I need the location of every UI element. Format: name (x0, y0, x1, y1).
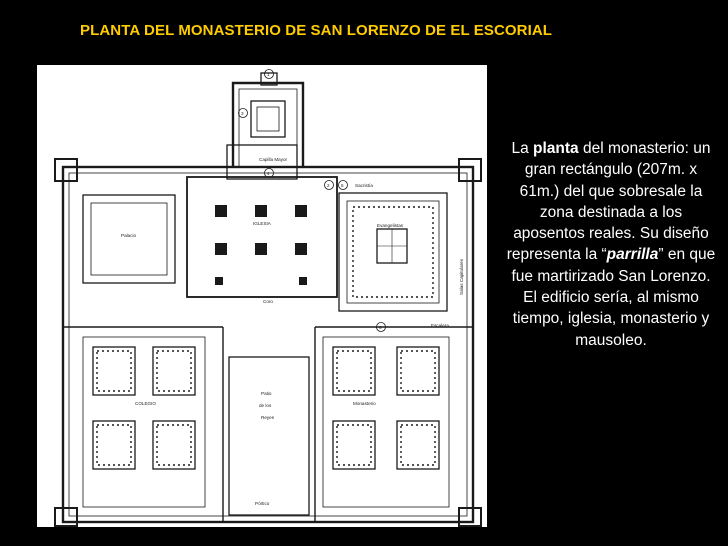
plan-label-patio-1: Patio (261, 391, 272, 396)
floor-plan-image (37, 65, 487, 527)
tower-sw (55, 508, 77, 526)
plan-label-palacio: Palacio (121, 233, 137, 238)
slide-title: PLANTA DEL MONASTERIO DE SAN LORENZO DE EL ESCORIAL (80, 22, 553, 39)
tower-se (459, 508, 481, 526)
tower-nw (55, 159, 77, 181)
main-chapel (227, 145, 297, 179)
plan-label-patio-2: de los (259, 403, 272, 408)
courtyard-sw-2 (153, 347, 195, 395)
church (187, 177, 337, 297)
plan-label-capilla: Capilla Mayor (259, 157, 288, 162)
plan-label-sacristia: Sacristía (355, 183, 373, 188)
royal-palace-wall (233, 83, 303, 167)
tower-ne (459, 159, 481, 181)
floor-plan-drawing (37, 65, 487, 527)
kings-courtyard (229, 357, 309, 515)
caption-text-1: La (511, 140, 534, 157)
courtyard-se-1 (333, 347, 375, 395)
plan-label-2: 2 (327, 183, 330, 188)
plan-label-colegio: COLEGIO (135, 401, 156, 406)
courtyard-sw-4 (153, 421, 195, 469)
plan-label-5: 5 (341, 183, 344, 188)
plan-label-patio-3: Reyes (261, 415, 275, 420)
plan-label-3: 3 (241, 111, 244, 116)
plan-label-escalera: Escalera (431, 323, 449, 328)
evangelists-cloister (339, 193, 447, 311)
palace-courtyard-large (83, 195, 175, 283)
courtyard-sw-3 (93, 421, 135, 469)
plan-label-portico: Pórtico (255, 501, 270, 506)
plan-label-6: 6 (379, 325, 382, 330)
caption-text-2: del monasterio: un gran rectángulo (207m. x 61m.) del que sobresale la zona destinada a los aposentos reales. Su diseño representa la “ (506, 140, 711, 264)
courtyard-se-4 (397, 421, 439, 469)
caption-bold-planta: planta (533, 140, 579, 157)
courtyard-se-2 (397, 347, 439, 395)
plan-label-iglesia: IGLESIA (253, 221, 271, 226)
plan-label-salas: Salas Capitulares (459, 258, 464, 295)
caption-text (505, 138, 717, 351)
plan-label-coro: Coro (263, 299, 273, 304)
plan-label-4: 4 (267, 171, 270, 176)
church-pillars (215, 205, 307, 285)
caption-bold-parrilla: parrilla (606, 246, 659, 264)
caption-text-4: El edificio sería, al mismo tiempo, iglesia, monasterio y mausoleo. (512, 289, 710, 349)
courtyard-se-3 (333, 421, 375, 469)
plan-label-1: 1 (267, 72, 270, 77)
plan-label-evangelistas: Evangelistas (377, 223, 404, 228)
palace-courtyard (251, 101, 285, 137)
plan-label-monasterio: Monasterio (353, 401, 376, 406)
caption-text-3: ” en que fue martirizado San Lorenzo. (511, 246, 716, 285)
courtyard-sw-1 (93, 347, 135, 395)
